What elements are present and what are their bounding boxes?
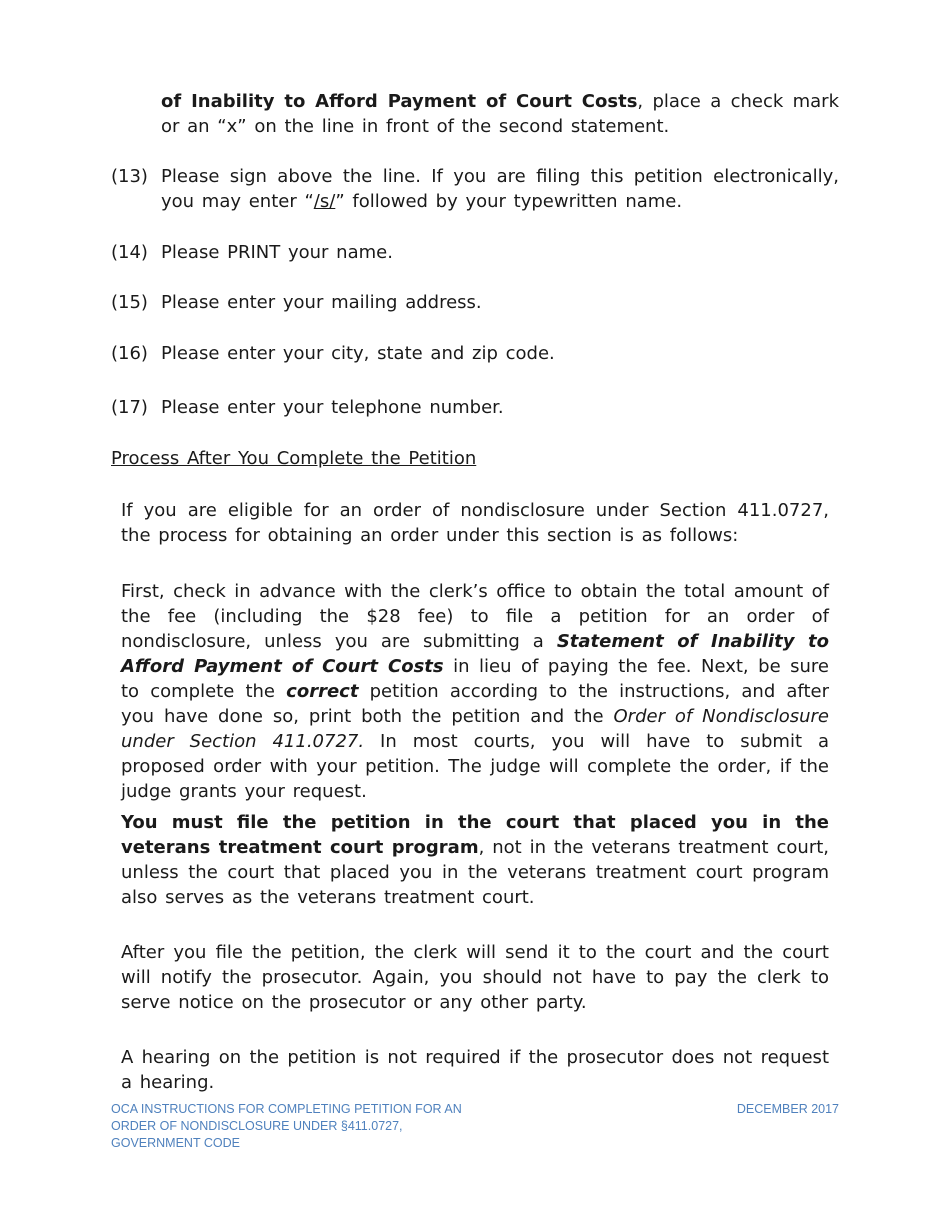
- footer-line: OCA INSTRUCTIONS FOR COMPLETING PETITION FOR AN: [111, 1102, 462, 1116]
- list-item: [111, 164, 839, 214]
- emphasis-correct: correct: [286, 681, 359, 702]
- item-text: Please enter your telephone number.: [161, 397, 504, 418]
- paragraph-after-filing: After you file the petition, the clerk will send it to the court and the court will notify the prosecutor. Again, you should not have to pay the clerk to serve notice on the prosecutor or any other party.: [121, 942, 829, 1013]
- signature-placeholder: /s/: [313, 191, 336, 212]
- item-text: Please enter your city, state and zip code.: [161, 343, 555, 364]
- paragraph-filing-court: You must file the petition in the court that placed you in the veterans treatment court program, not in the veterans treatment court, unless the court that placed you in the veterans treatment court program also serves as the veterans treatment court.: [121, 812, 829, 908]
- paragraph-hearing: A hearing on the petition is not required if the prosecutor does not request a hearing.: [121, 1047, 829, 1093]
- form-name-bold: of Inability to Afford Payment of Court Costs: [161, 91, 638, 112]
- list-item: [111, 240, 839, 265]
- statement-form-name: Statement of Inability to Afford Payment of Court Costs: [121, 631, 829, 677]
- item-number: (17): [111, 397, 148, 418]
- item-text: Please sign above the line. If you are filing this petition electronically, you may enter “/s/” followed by your typewritten name.: [161, 166, 839, 212]
- continuation-text: , place a check mark or an “x” on the line in front of the second statement.: [161, 91, 839, 137]
- footer-line: GOVERNMENT CODE: [111, 1136, 240, 1150]
- paragraph-first-steps: First, check in advance with the clerk’s office to obtain the total amount of the fee (including the $28 fee) to file a petition for an order of nondisclosure, unless you are submitting a Statement of Inability to Afford Payment of Court Costs in lieu of paying the fee. Next, be sure to complete the correct petition according to the instructions, and after you have done so, print both the petition and the Order of Nondisclosure under Section 411.0727. In most courts, you will have to submit a proposed order with your petition. The judge will complete the order, if the judge grants your request.: [121, 581, 830, 802]
- footer-date: DECEMBER 2017: [736, 1102, 839, 1116]
- item-text: Please enter your mailing address.: [161, 292, 482, 313]
- item-number: (15): [111, 292, 148, 313]
- item-number: (16): [111, 343, 148, 364]
- paragraph-eligibility: If you are eligible for an order of nondisclosure under Section 411.0727, the process for obtaining an order under this section is as follows:: [121, 500, 829, 546]
- footer-document-title: [111, 1101, 471, 1152]
- list-item: [111, 341, 839, 366]
- item-number: (13): [111, 166, 148, 187]
- order-form-name: Order of Nondisclosure under Section 411.0727.: [121, 706, 830, 752]
- item-text: Please PRINT your name.: [161, 242, 393, 263]
- section-heading: Process After You Complete the Petition: [111, 448, 477, 469]
- item-number: (14): [111, 242, 148, 263]
- list-item: [111, 290, 839, 315]
- list-item: [111, 395, 839, 420]
- item-12-continuation: [161, 89, 839, 139]
- filing-court-bold: You must file the petition in the court that placed you in the veterans treatment court program: [121, 812, 829, 858]
- footer-line: ORDER OF NONDISCLOSURE UNDER §411.0727,: [111, 1119, 403, 1133]
